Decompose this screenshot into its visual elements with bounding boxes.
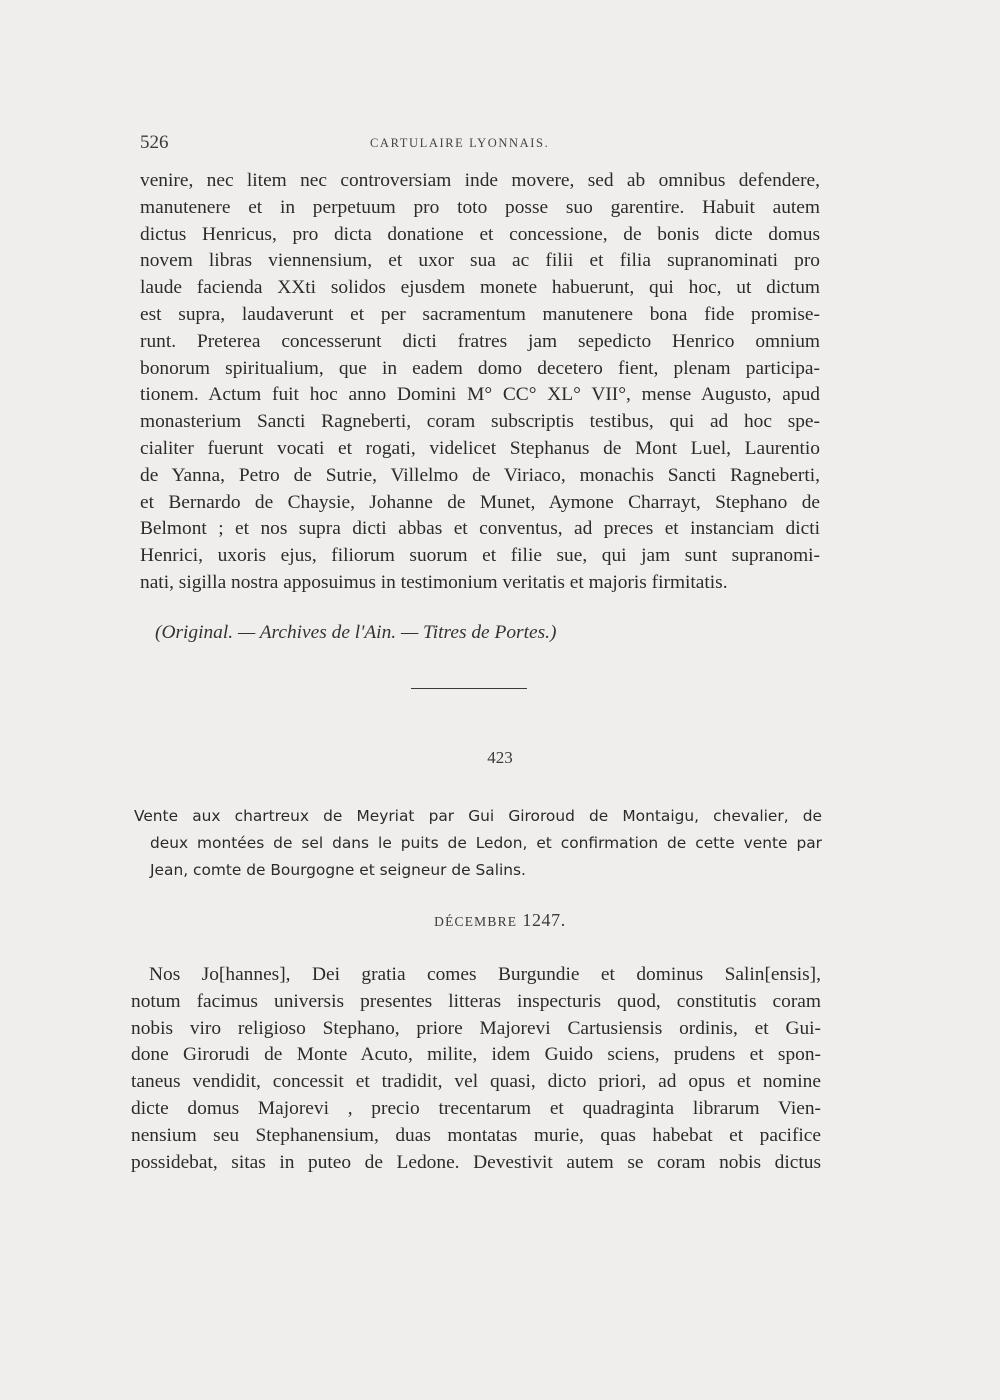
text-line: dictus Henricus, pro dicta donatione et concessione, de bonis dicte domus bbox=[140, 223, 820, 245]
text-line: manutenere et in perpetuum pro toto posse suo garentire. Habuit autem bbox=[140, 196, 820, 218]
running-head bbox=[140, 132, 830, 156]
text-line: de Yanna, Petro de Sutrie, Villelmo de Viriaco, monachis Sancti Ragneberti, bbox=[140, 464, 820, 486]
text-line: nensium seu Stephanensium, duas montatas murie, quas habebat et pacifice bbox=[131, 1124, 821, 1146]
text-line: monasterium Sancti Ragneberti, coram subscriptis testibus, qui ad hoc spe- bbox=[140, 411, 820, 433]
document-422-text bbox=[140, 168, 820, 597]
text-line: done Girorudi de Monte Acuto, milite, idem Guido sciens, prudens et spon- bbox=[131, 1044, 821, 1066]
source-note: (Original. — Archives de l'Ain. — Titres de Portes.) bbox=[155, 622, 557, 643]
text-line: cialiter fuerunt vocati et rogati, videlicet Stephanus de Mont Luel, Laurentio bbox=[140, 437, 820, 459]
text-line: Belmont ; et nos supra dicti abbas et conventus, ad preces et instanciam dicti bbox=[140, 518, 820, 540]
summary-line: deux montées de sel dans le puits de Ledon, et confirmation de cette vente par bbox=[150, 833, 822, 852]
text-line: laude facienda XXti solidos ejusdem monete habuerunt, qui hoc, ut dictum bbox=[140, 277, 820, 299]
text-line: et Bernardo de Chaysie, Johanne de Munet, Aymone Charrayt, Stephano de bbox=[140, 491, 820, 513]
text-line: est supra, laudaverunt et per sacramentum manutenere bona fide promise- bbox=[140, 303, 820, 325]
text-line: dicte domus Majorevi , precio trecentarum et quadraginta librarum Vien- bbox=[131, 1097, 821, 1119]
text-line: novem libras viennensium, et uxor sua ac filii et filia supranominati pro bbox=[140, 250, 820, 272]
text-line: venire, nec litem nec controversiam inde movere, sed ab omnibus defendere, bbox=[140, 170, 820, 191]
document-summary bbox=[134, 803, 822, 883]
text-line: notum facimus universis presentes litteras inspecturis quod, constitutis coram bbox=[131, 990, 821, 1012]
text-line: nati, sigilla nostra apposuimus in testimonium veritatis et majoris firmitatis. bbox=[140, 571, 728, 593]
text-line: possidebat, sitas in puteo de Ledone. Devestivit autem se coram nobis dictus bbox=[131, 1151, 821, 1173]
document-date bbox=[0, 910, 1000, 931]
page-number: 526 bbox=[140, 132, 169, 153]
summary-line: Jean, comte de Bourgogne et seigneur de Salins. bbox=[150, 860, 526, 879]
document-423-text bbox=[131, 962, 821, 1176]
text-line: runt. Preterea concesserunt dicti fratres jam sepedicto Henrico omnium bbox=[140, 330, 820, 352]
text-line: Nos Jo[hannes], Dei gratia comes Burgundie et dominus Salin[ensis], bbox=[149, 964, 821, 985]
text-line: nobis viro religioso Stephano, priore Majorevi Cartusiensis ordinis, et Gui- bbox=[131, 1017, 821, 1039]
running-title: CARTULAIRE LYONNAIS. bbox=[370, 136, 550, 150]
date-month: DÉCEMBRE bbox=[434, 914, 518, 929]
text-line: tionem. Actum fuit hoc anno Domini M° CC° XL° VII°, mense Augusto, apud bbox=[140, 384, 820, 406]
text-line: Henrici, uxoris ejus, filiorum suorum et filie sue, qui jam sunt supranomi- bbox=[140, 545, 820, 567]
text-line: taneus vendidit, concessit et tradidit, vel quasi, dicto priori, ad opus et nomine bbox=[131, 1071, 821, 1093]
document-number: 423 bbox=[487, 748, 513, 767]
summary-line: Vente aux chartreux de Meyriat par Gui Giroroud de Montaigu, chevalier, de bbox=[134, 807, 822, 825]
text-line: bonorum spiritualium, que in eadem domo decetero fient, plenam participa- bbox=[140, 357, 820, 379]
section-divider bbox=[411, 688, 527, 689]
date-year: 1247. bbox=[522, 910, 566, 930]
